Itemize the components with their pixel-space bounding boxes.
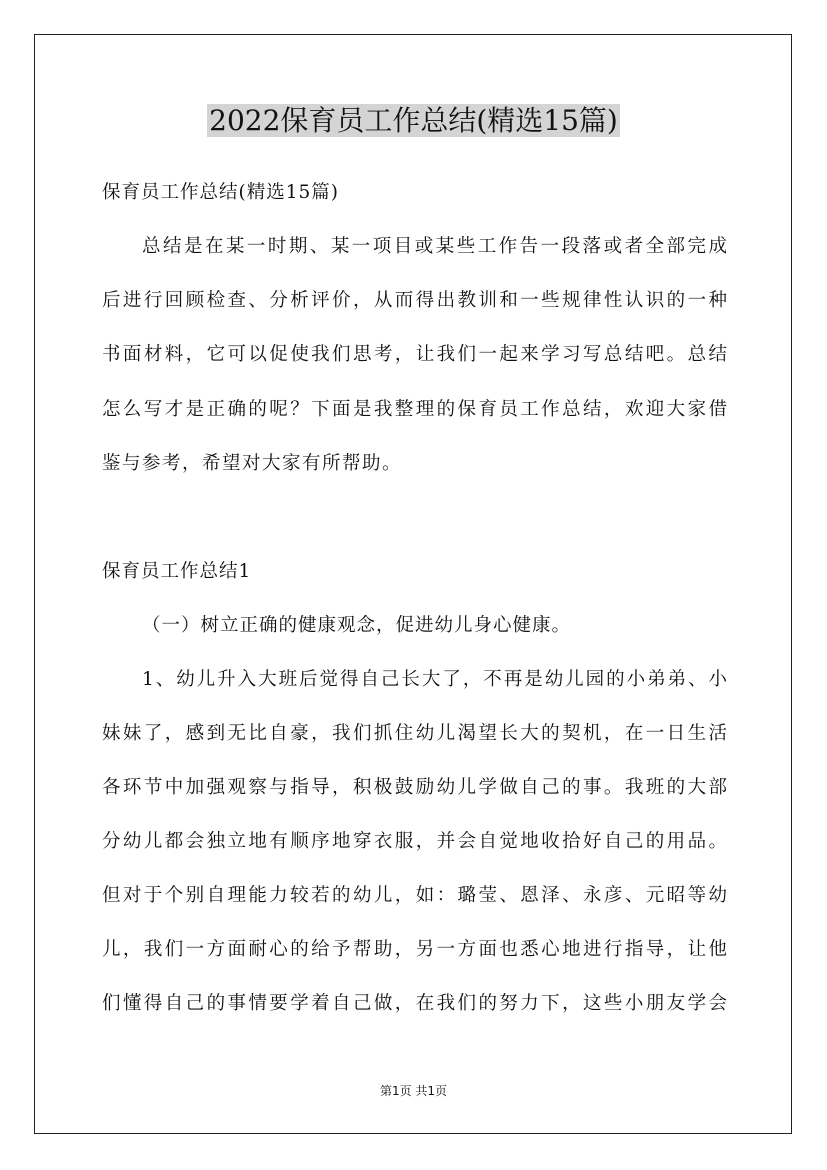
page-footer: 第1页 共1页: [379, 1084, 448, 1098]
section-paragraph-line: 们懂得自己的事情要学着自己做，在我们的努力下，这些小朋友学会: [102, 993, 727, 1014]
section-paragraph-line: 各环节中加强观察与指导，积极鼓励幼儿学做自己的事。我班的大部: [102, 777, 727, 798]
section-paragraph-line: 妹妹了，感到无比自豪，我们抓住幼儿渴望长大的契机，在一日生活: [102, 723, 727, 744]
section-paragraph-line: 1、幼儿升入大班后觉得自己长大了，不再是幼儿园的小弟弟、小: [142, 669, 727, 690]
document-subtitle: 保育员工作总结(精选15篇): [102, 182, 339, 203]
section-paragraph-line: 儿，我们一方面耐心的给予帮助，另一方面也悉心地进行指导，让他: [102, 939, 727, 960]
section-paragraph-line: 分幼儿都会独立地有顺序地穿衣服，并会自觉地收拾好自己的用品。: [102, 831, 727, 852]
intro-paragraph-line: 总结是在某一时期、某一项目或某些工作告一段落或者全部完成: [142, 236, 727, 257]
document-title-text: 2022保育员工作总结(精选15篇): [209, 104, 618, 137]
document-title: [0, 101, 827, 141]
intro-paragraph-line: 书面材料，它可以促使我们思考，让我们一起来学习写总结吧。总结: [102, 344, 727, 365]
section-heading: 保育员工作总结1: [102, 561, 252, 582]
section-subheading: （一）树立正确的健康观念，促进幼儿身心健康。: [142, 615, 572, 636]
intro-paragraph-line: 后进行回顾检查、分析评价，从而得出教训和一些规律性认识的一种: [102, 290, 727, 311]
intro-paragraph-line: 鉴与参考，希望对大家有所帮助。: [102, 453, 403, 474]
section-paragraph-line: 但对于个别自理能力较若的幼儿，如：璐莹、恩泽、永彦、元昭等幼: [102, 885, 727, 906]
intro-paragraph-line: 怎么写才是正确的呢？下面是我整理的保育员工作总结，欢迎大家借: [102, 399, 727, 420]
